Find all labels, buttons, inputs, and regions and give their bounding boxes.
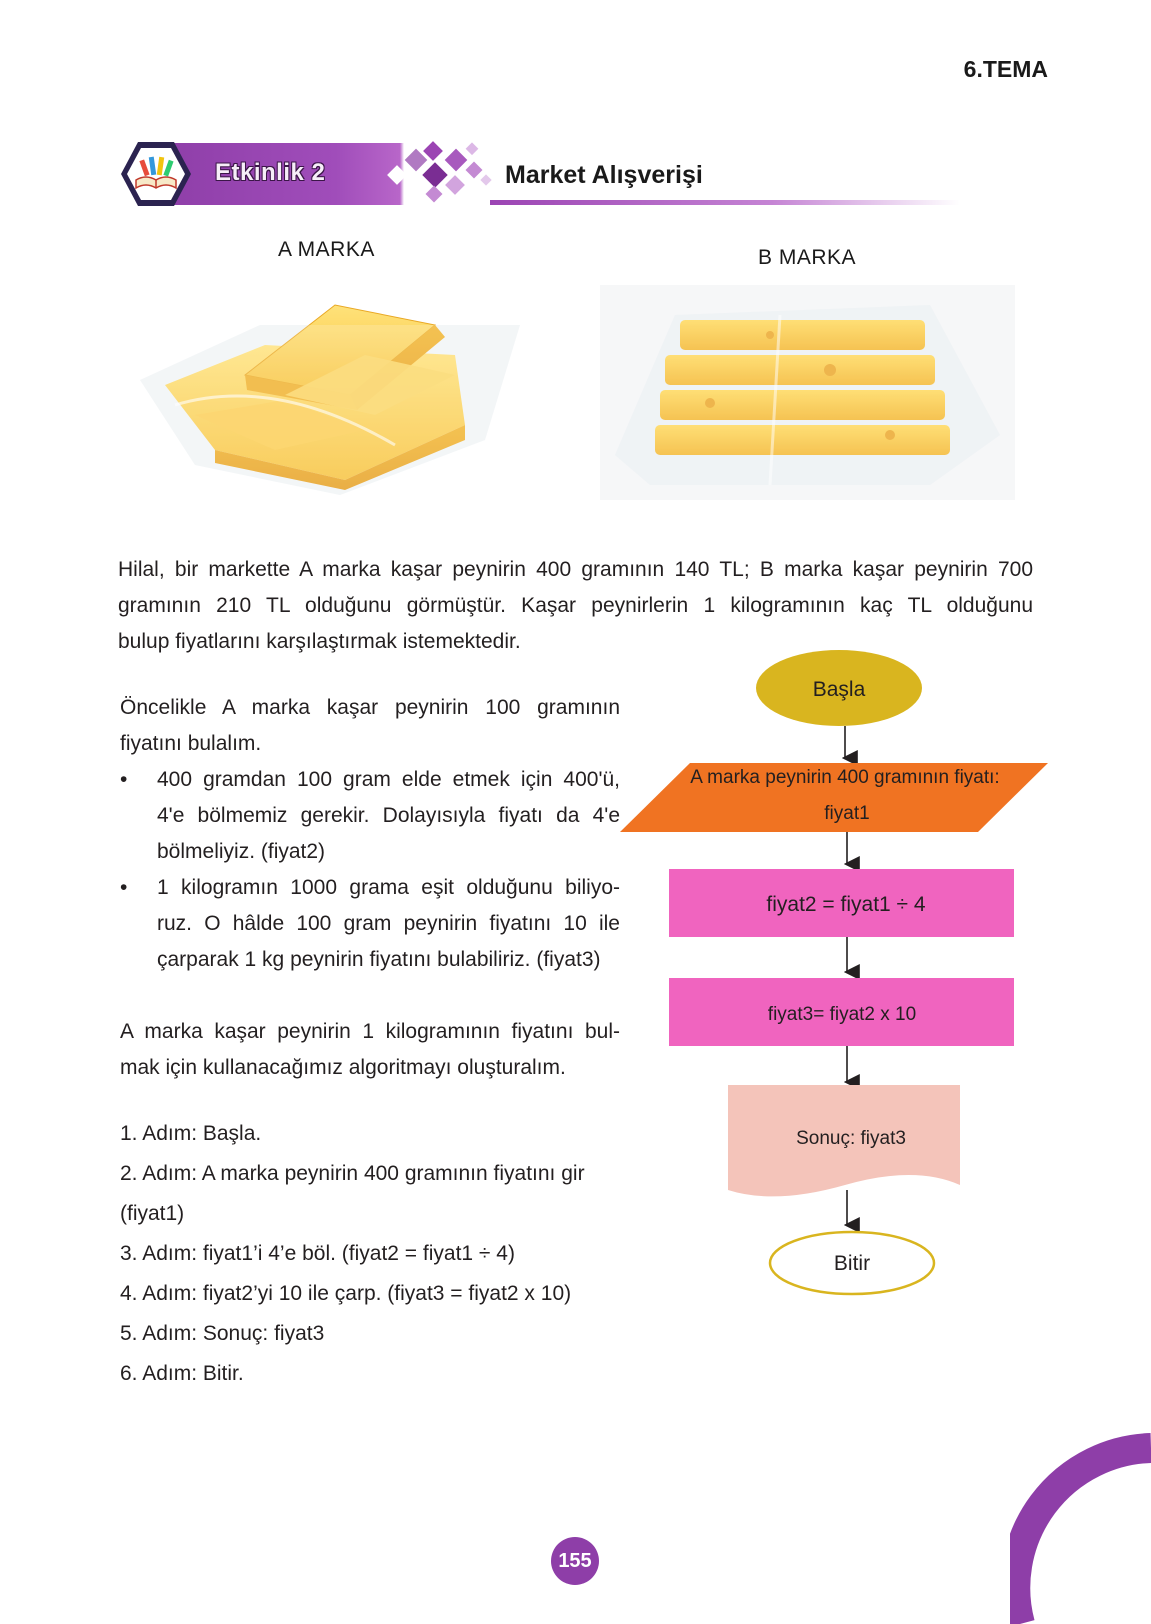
activity-banner bbox=[120, 140, 960, 208]
bullet-line: bölmeliyiz. (fiyat2) bbox=[157, 840, 326, 863]
closing-line: A marka kaşar peynirin 1 kilogramının fiyatını bul- bbox=[120, 1020, 620, 1043]
banner-underline bbox=[490, 200, 960, 205]
intro-paragraph bbox=[118, 552, 1033, 660]
bullet-line: 4'e bölmemiz gerekir. Dolayısıyla fiyatı da 4'e bbox=[157, 804, 620, 827]
intro-line: Hilal, bir markette A marka kaşar peynirin 400 gramının 140 TL; B marka kaşar peynirin 700 bbox=[118, 558, 1033, 581]
step-item: (fiyat1) bbox=[120, 1202, 185, 1225]
flowchart bbox=[615, 645, 1055, 1315]
flowchart-input-label: A marka peynirin 400 gramının fiyatı: bbox=[690, 767, 1000, 788]
activity-title: Market Alışverişi bbox=[505, 161, 703, 189]
step-item: 3. Adım: fiyat1’i 4’e böl. (fiyat2 = fiyat1 ÷ 4) bbox=[120, 1242, 515, 1265]
flowchart-output-label: Sonuç: fiyat3 bbox=[796, 1128, 906, 1149]
bullet-item bbox=[120, 870, 620, 978]
bullet-dot: • bbox=[120, 876, 128, 899]
flowchart-end-label: Bitir bbox=[833, 1252, 871, 1275]
bullet-line: 400 gramdan 100 gram elde etmek için 400'ü, bbox=[157, 768, 620, 791]
bullet-line: 1 kilogramın 1000 grama eşit olduğunu biliyo- bbox=[157, 876, 620, 899]
diamond-pattern-icon bbox=[382, 140, 502, 208]
lead-line: Öncelikle A marka kaşar peynirin 100 gramının bbox=[120, 696, 620, 719]
intro-line: bulup fiyatlarını karşılaştırmak istemektedir. bbox=[118, 630, 521, 653]
page-number: 155 bbox=[551, 1537, 599, 1585]
closing-line: mak için kullanacağımız algoritmayı oluşturalım. bbox=[120, 1056, 566, 1079]
algorithm-steps bbox=[120, 1114, 640, 1394]
bullet-item bbox=[120, 762, 620, 870]
corner-arc-decoration bbox=[1010, 1430, 1151, 1624]
activity-number: Etkinlik 2 bbox=[215, 159, 326, 186]
step-item: 5. Adım: Sonuç: fiyat3 bbox=[120, 1322, 325, 1345]
step-item: 4. Adım: fiyat2’yi 10 ile çarp. (fiyat3 = fiyat2 x 10) bbox=[120, 1282, 572, 1305]
flowchart-input-variable: fiyat1 bbox=[824, 803, 870, 824]
flowchart-start-label: Başla bbox=[812, 678, 866, 701]
brand-a-label: A MARKA bbox=[278, 238, 375, 261]
step-item: 1. Adım: Başla. bbox=[120, 1122, 262, 1145]
brand-b-label: B MARKA bbox=[758, 246, 857, 269]
bullet-dot: • bbox=[120, 768, 128, 791]
flowchart-process-multiply-label: fiyat3= fiyat2 x 10 bbox=[767, 1004, 917, 1025]
activity-book-icon bbox=[120, 140, 192, 208]
lead-line: fiyatını bulalım. bbox=[120, 732, 262, 755]
bullet-line: çarparak 1 kg peynirin fiyatını bulabiliriz. (fiyat3) bbox=[157, 948, 601, 971]
intro-line: gramının 210 TL olduğunu görmüştür. Kaşar peynirlerin 1 kilogramının kaç TL olduğunu bbox=[118, 594, 1033, 617]
bullet-line: ruz. O hâlde 100 gram peynirin fiyatını 10 ile bbox=[157, 912, 620, 935]
cheese-pack-b-image bbox=[600, 285, 1015, 500]
cheese-pack-a-image bbox=[135, 265, 525, 505]
step-item: 6. Adım: Bitir. bbox=[120, 1362, 244, 1385]
step-item: 2. Adım: A marka peynirin 400 gramının fiyatını gir bbox=[120, 1162, 585, 1185]
flowchart-process-divide-label: fiyat2 = fiyat1 ÷ 4 bbox=[766, 893, 926, 916]
explanation-column bbox=[120, 690, 620, 1086]
theme-label: 6.TEMA bbox=[963, 56, 1048, 82]
